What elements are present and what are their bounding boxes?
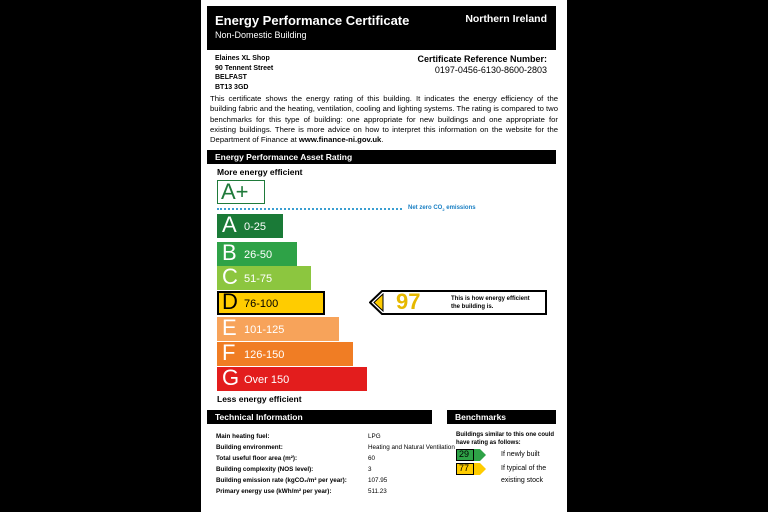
band-g: [217, 367, 367, 391]
benchmarks-section-title: Benchmarks: [447, 410, 556, 424]
region-label: Northern Ireland: [465, 13, 547, 25]
intro-link[interactable]: www.finance-ni.gov.uk: [298, 135, 382, 145]
intro-paragraph: [210, 94, 558, 145]
reference-number: 0197-0456-6130-8600-2803: [434, 65, 547, 75]
band-range: Over 150: [244, 374, 290, 386]
band-e: [217, 317, 339, 341]
rating-section-title: Energy Performance Asset Rating: [207, 150, 556, 164]
address-line: Elaines XL Shop: [215, 55, 270, 62]
tech-row: Building complexity (NOS level): 3: [216, 466, 372, 473]
current-rating-value: 97: [396, 289, 421, 314]
tech-row: Building environment: Heating and Natural Ventilation: [216, 444, 455, 451]
address-line: BELFAST: [215, 74, 247, 81]
band-f: [217, 342, 353, 366]
certificate-reference: [417, 54, 547, 75]
current-rating-text: This is how energy efficient the building is.: [451, 296, 530, 310]
net-zero-line: [217, 208, 402, 210]
tech-row: Total useful floor area (m²): 60: [216, 455, 376, 462]
address-line: 90 Tennent Street: [215, 64, 274, 72]
band-letter: E: [222, 315, 237, 340]
certificate-header: [207, 6, 556, 50]
band-range: 76-100: [244, 298, 279, 310]
band-letter: B: [222, 240, 237, 265]
band-letter: A: [222, 212, 237, 237]
benchmark-value: 77: [459, 463, 470, 473]
tech-row: Primary energy use (kWh/m² per year): 511.23: [216, 488, 387, 495]
less-efficient-label: Less energy efficient: [217, 394, 302, 404]
certificate-page: [201, 0, 567, 512]
benchmark-typical-tag: [456, 463, 486, 475]
technical-section-title: Technical Information: [207, 410, 432, 424]
benchmark-new-tag: [456, 449, 486, 461]
band-range: 126-150: [244, 349, 285, 361]
band-d: [217, 291, 325, 315]
band-range: 0-25: [244, 221, 267, 233]
more-efficient-label: More energy efficient: [217, 167, 303, 177]
band-b: [217, 242, 297, 266]
address-line: BT13 3GD: [215, 83, 249, 91]
benchmark-value: 29: [459, 449, 470, 459]
current-rating-arrow: [369, 290, 547, 315]
band-c: [217, 266, 311, 290]
band-a: [217, 214, 283, 238]
benchmarks-note: Buildings similar to this one could have rating as follows:: [456, 432, 555, 446]
net-zero-label: Net zero $CO_2$ emissions: [408, 205, 476, 213]
tech-row: Main heating fuel: LPG: [216, 433, 381, 440]
band-aplus: [217, 180, 265, 204]
intro-end: .: [381, 135, 384, 145]
certificate-subtitle: Non-Domestic Building: [215, 30, 307, 40]
band-range: 26-50: [244, 249, 273, 261]
intro-text: This certificate shows the energy rating of this building. It indicates the energy efficiency of the building fabric and the heating, ventilation, cooling and lighting systems. The rating is compared to two benchmarks for this type of building: one appropriate for new buildings and one appropriate for existing buildings. There is more advice on how to interpret this information on the website for the Department of Finance at: [210, 94, 558, 145]
benchmark-desc: If newly built: [501, 451, 540, 458]
band-letter: F: [222, 340, 236, 365]
certificate-title: Energy Performance Certificate: [215, 13, 410, 28]
building-address: [215, 54, 273, 92]
band-letter: G: [222, 365, 240, 390]
reference-label: Certificate Reference Number:: [417, 54, 547, 64]
band-letter: D: [222, 289, 238, 314]
tech-row: Building emission rate (kgCO₂/m² per year): 107.95: [216, 477, 388, 484]
band-range: 51-75: [244, 273, 273, 285]
band-range: 101-125: [244, 324, 285, 336]
benchmark-desc: If typical of the existing stock: [501, 465, 547, 484]
band-aplus-label: A+: [221, 179, 249, 204]
band-letter: C: [222, 264, 238, 289]
